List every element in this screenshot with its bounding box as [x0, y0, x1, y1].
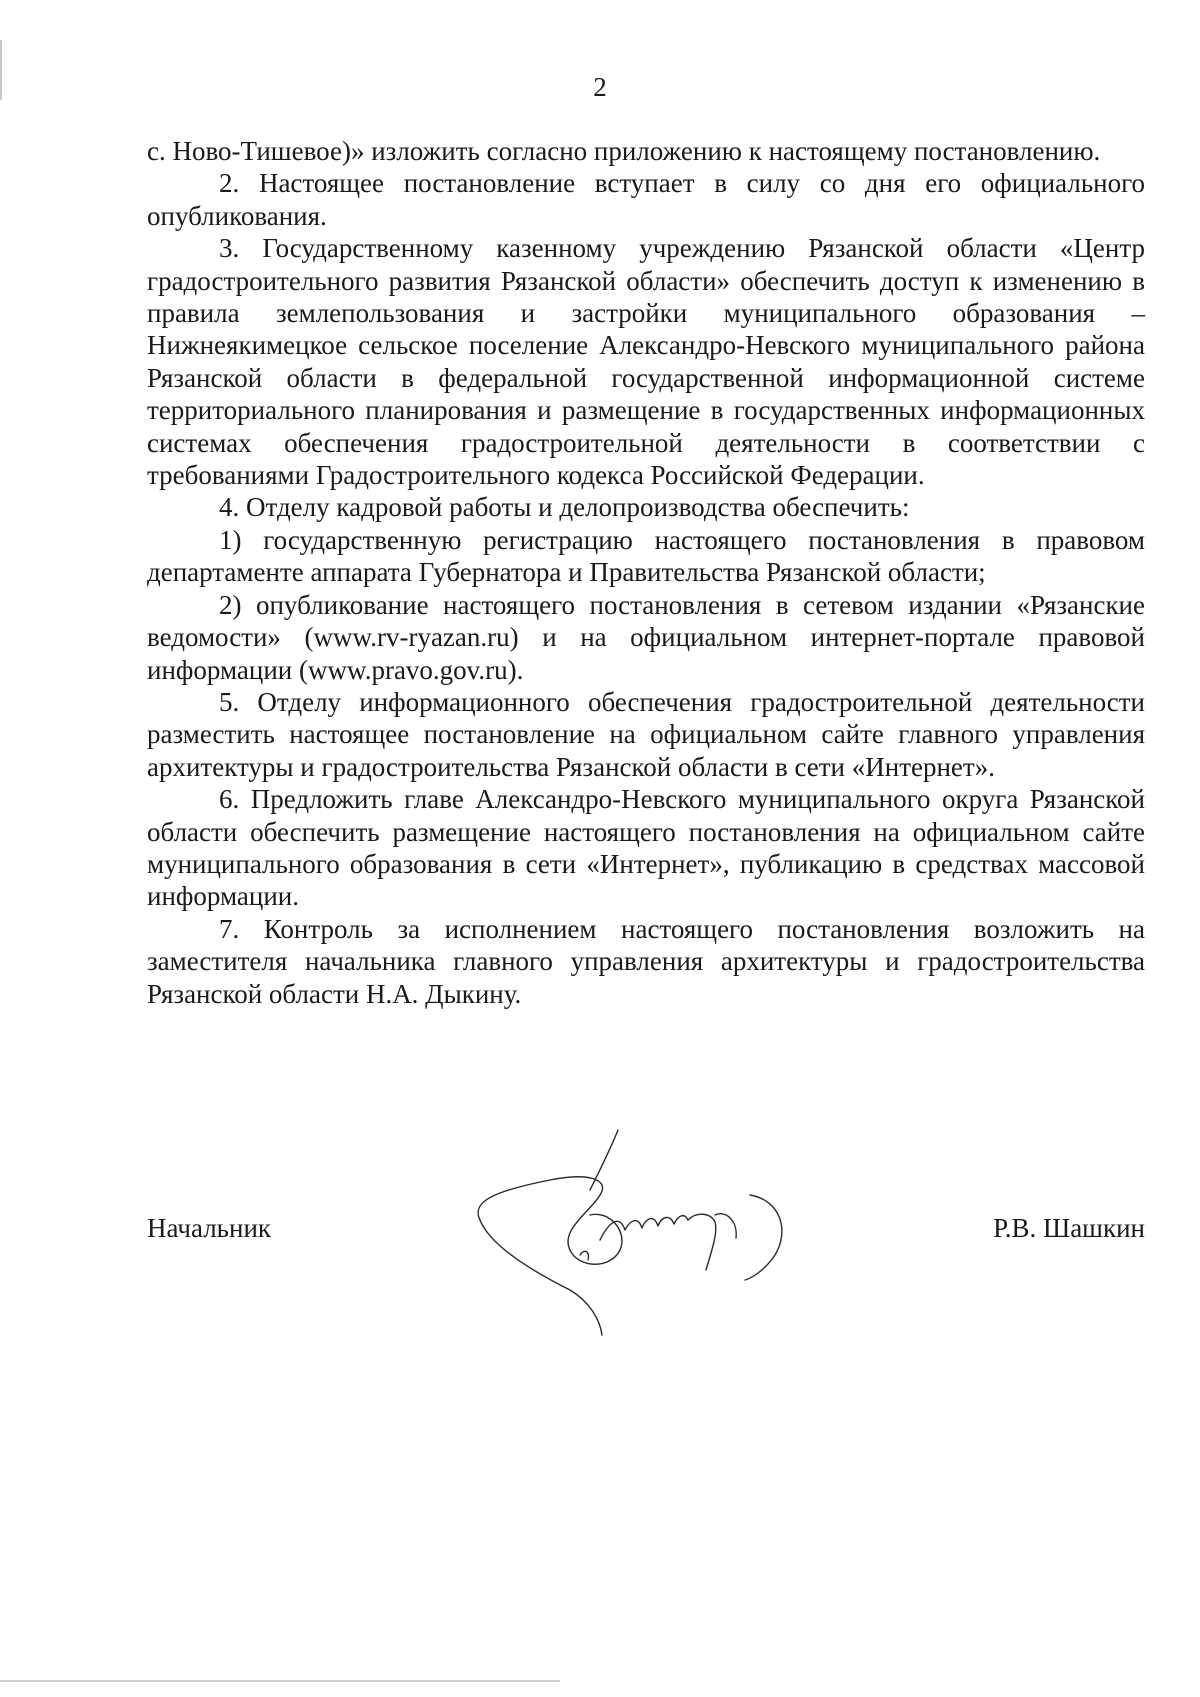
document-body [147, 135, 1145, 1010]
paragraph-continuation: с. Ново-Тишевое)» изложить согласно приложению к настоящему постановлению. [147, 136, 1101, 166]
signature-block [147, 1213, 1145, 1253]
paragraph-6: 6. Предложить главе Александро-Невского муниципального округа Рязанской области обеспечить размещение настоящего постановления на официальном сайте муниципального образования в сети «Интернет», публикацию в средствах массовой информации. [147, 784, 1145, 912]
paragraph-3: 3. Государственному казенному учреждению Рязанской области «Центр градостроительного развития Рязанской области» обеспечить доступ к изменению в правила землепользования и застройки муниципального образования – Нижнеякимецкое сельское поселение Александро-Невского муниципального района Рязанской области в федеральной государственной информационной системе территориального планирования и размещение в государственных информационных системах обеспечения градостроительной деятельности в соответствии с требованиями Градостроительного кодекса Российской Федерации. [147, 233, 1145, 491]
scan-edge-line [0, 1680, 560, 1682]
paragraph-2: 2. Настоящее постановление вступает в силу со дня его официального опубликования. [147, 168, 1145, 231]
signatory-title: Начальник [147, 1213, 272, 1243]
paragraph-4-item-2: 2) опубликование настоящего постановления в сетевом издании «Рязанские ведомости» (www.rv-ryazan.ru) и на официальном интернет-портале правовой информации (www.pravo.gov.ru). [147, 589, 1145, 685]
paragraph-5: 5. Отделу информационного обеспечения градостроительной деятельности разместить настоящее постановление на официальном сайте главного управления архитектуры и градостроительства Рязанской области в сети «Интернет». [147, 686, 1145, 782]
paragraph-4-item-1: 1) государственную регистрацию настоящего постановления в правовом департаменте аппарата Губернатора и Правительства Рязанской области; [147, 524, 1145, 588]
page-number: 2 [593, 72, 607, 102]
signatory-name: Р.В. Шашкин [993, 1213, 1145, 1243]
paragraph-4: 4. Отделу кадровой работы и делопроизводства обеспечить: [219, 492, 910, 523]
paragraph-7: 7. Контроль за исполнением настоящего постановления возложить на заместителя начальника главного управления архитектуры и градостроительства Рязанской области Н.А. Дыкину. [147, 913, 1145, 1009]
